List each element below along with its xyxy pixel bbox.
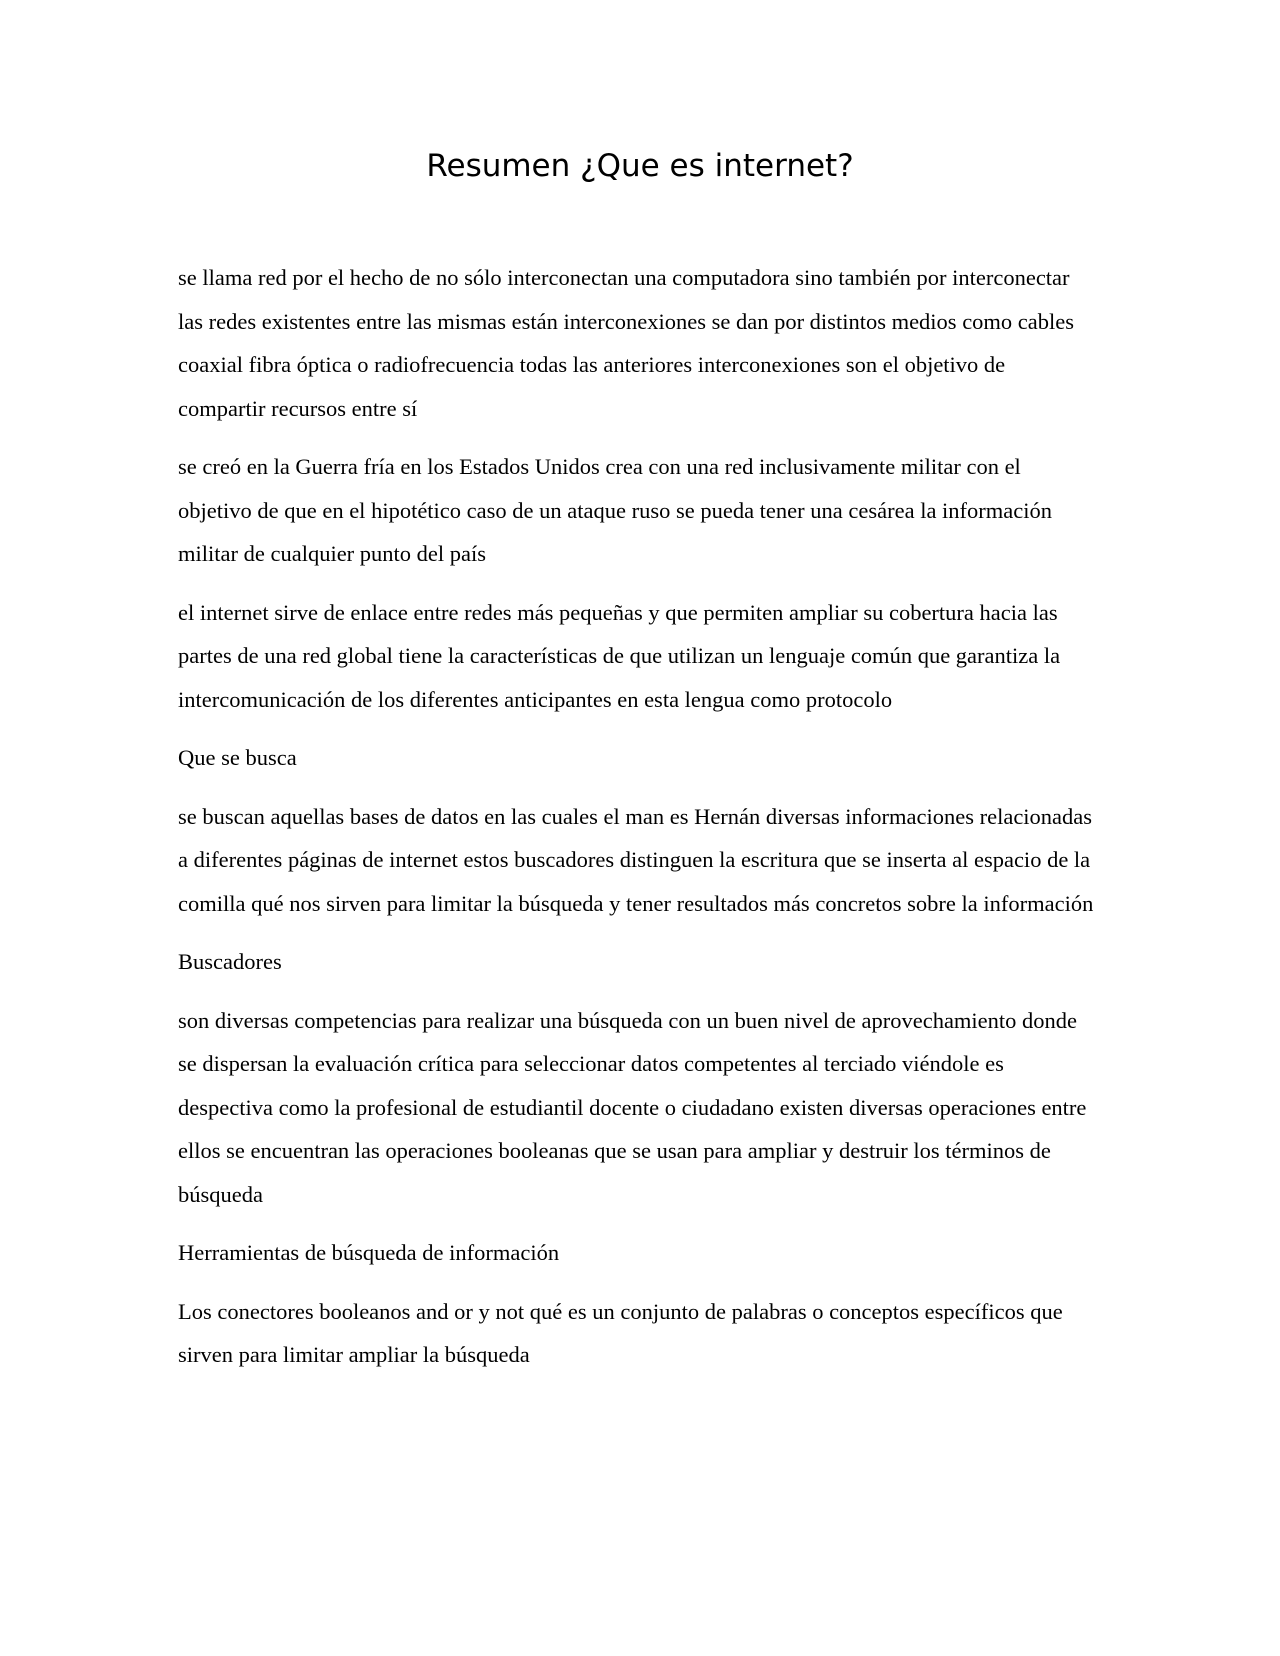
document-title: Resumen ¿Que es internet? — [426, 148, 854, 184]
paragraph-boolean-connectors: Los conectores booleanos and or y not qué es un conjunto de palabras o conceptos específicos que sirven para limitar ampliar la búsqueda — [178, 1298, 1063, 1367]
document-body — [178, 256, 1098, 1392]
paragraph-cold-war-origin: se creó en la Guerra fría en los Estados Unidos crea con una red inclusivamente militar con el objetivo de que en el hipotético caso de un ataque ruso se pueda tener una cesárea la información militar de cualquier punto del país — [178, 454, 1053, 566]
heading-buscadores: Buscadores — [178, 949, 282, 974]
paragraph-network-link: el internet sirve de enlace entre redes más pequeñas y que permiten ampliar su cobertura hacia las partes de una red global tiene la características de que utilizan un lenguaje común que garantiza la intercomunicación de los diferentes anticipantes en esta lengua como protocolo — [178, 599, 1061, 712]
paragraph-internet-definition: se llama red por el hecho de no sólo interconectan una computadora sino también por interconectar las redes existentes entre las mismas están interconexiones se dan por distintos medios como cables coaxial fibra óptica o radiofrecuencia todas las anteriores interconexiones son el objetivo de compartir recursos entre sí — [178, 265, 1075, 421]
heading-herramientas: Herramientas de búsqueda de información — [178, 1240, 560, 1265]
paragraph-search-competencies: son diversas competencias para realizar una búsqueda con un buen nivel de aprovechamiento donde se dispersan la evaluación crítica para seleccionar datos competentes al terciado viéndole es despectiva como la profesional de estudiantil docente o ciudadano existen diversas operaciones entre ellos se encuentran las operaciones booleanas que se usan para ampliar y destruir los términos de búsqueda — [178, 1007, 1087, 1207]
paragraph-search-databases: se buscan aquellas bases de datos en las cuales el man es Hernán diversas informaciones relacionadas a diferentes páginas de internet estos buscadores distinguen la escritura que se inserta al espacio de la comilla qué nos sirven para limitar la búsqueda y tener resultados más concretos sobre la información — [178, 803, 1094, 916]
heading-que-se-busca: Que se busca — [178, 745, 297, 770]
